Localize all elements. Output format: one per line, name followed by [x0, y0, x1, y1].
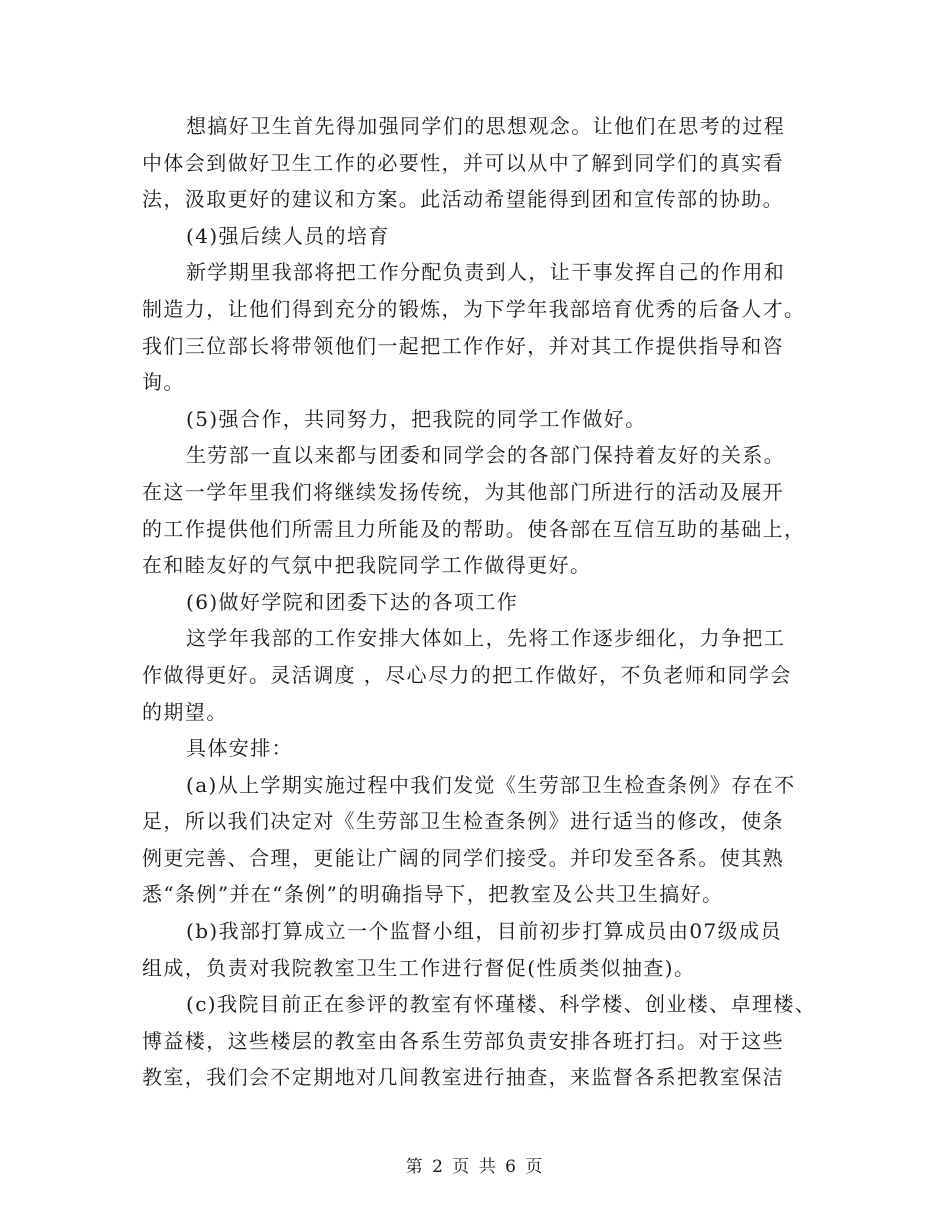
list-item-line: 足，所以我们决定对《生劳部卫生检查条例》进行适当的修改，使条 [142, 809, 784, 834]
section-heading: (5)强合作，共同努力，把我院的同学工作做好。 [186, 406, 647, 431]
list-item-line: 组成，负责对我院教室卫生工作进行督促(性质类似抽查)。 [142, 955, 696, 980]
paragraph-line: 我们三位部长将带领他们一起把工作作好，并对其工作提供指导和咨 [142, 333, 784, 358]
list-item-line: 悉“条例”并在“条例”的明确指导下，把教室及公共卫生搞好。 [142, 882, 724, 907]
paragraph-line: 在和睦友好的气氛中把我院同学工作做得更好。 [142, 553, 592, 578]
section-heading: 具体安排： [186, 736, 293, 761]
paragraph-line: 在这一学年里我们将继续发扬传统，为其他部门所进行的活动及展开 [142, 479, 784, 504]
list-item-line: (c)我院目前正在参评的教室有怀瑾楼、科学楼、创业楼、卓理楼、 [186, 992, 817, 1017]
paragraph-line: 询。 [142, 370, 185, 395]
document-body [142, 108, 817, 1096]
paragraph-line: 想搞好卫生首先得加强同学们的思想观念。让他们在思考的过程 [186, 114, 786, 138]
paragraph-line: 新学期里我部将把工作分配负责到人，让干事发挥自己的作用和 [186, 260, 786, 285]
page-number-footer: 第 2 页 共 6 页 [405, 1157, 545, 1177]
paragraph-line: 的期望。 [142, 699, 228, 724]
list-item-line: 博益楼，这些楼层的教室由各系生劳部负责安排各班打扫。对于这些 [142, 1028, 784, 1053]
paragraph-line: 这学年我部的工作安排大体如上，先将工作逐步细化，力争把工 [186, 626, 786, 651]
paragraph-line: 的工作提供他们所需且力所能及的帮助。使各部在互信互助的基础上， [142, 516, 806, 541]
paragraph-line: 中体会到做好卫生工作的必要性，并可以从中了解到同学们的真实看 [142, 150, 784, 175]
list-item-line: (b)我部打算成立一个监督小组，目前初步打算成员由07级成员 [186, 919, 782, 944]
paragraph-line: 生劳部一直以来都与团委和同学会的各部门保持着友好的关系。 [186, 443, 786, 468]
section-heading: (6)做好学院和团委下达的各项工作 [186, 589, 519, 614]
list-item-line: 教室，我们会不定期地对几间教室进行抽查，来监督各系把教室保洁 [142, 1065, 784, 1090]
paragraph-line: 法，汲取更好的建议和方案。此活动希望能得到团和宣传部的协助。 [142, 187, 784, 212]
section-heading: (4)强后续人员的培育 [186, 223, 390, 248]
paragraph-line: 作做得更好。灵活调度 ，尽心尽力的把工作做好，不负老师和同学会 [142, 662, 792, 687]
list-item-line: 例更完善、合理，更能让广阔的同学们接受。并印发至各系。使其熟 [142, 845, 784, 870]
list-item-line: (a)从上学期实施过程中我们发觉《生劳部卫生检查条例》存在不 [186, 772, 796, 797]
paragraph-line: 制造力，让他们得到充分的锻炼，为下学年我部培育优秀的后备人才。 [142, 296, 806, 321]
